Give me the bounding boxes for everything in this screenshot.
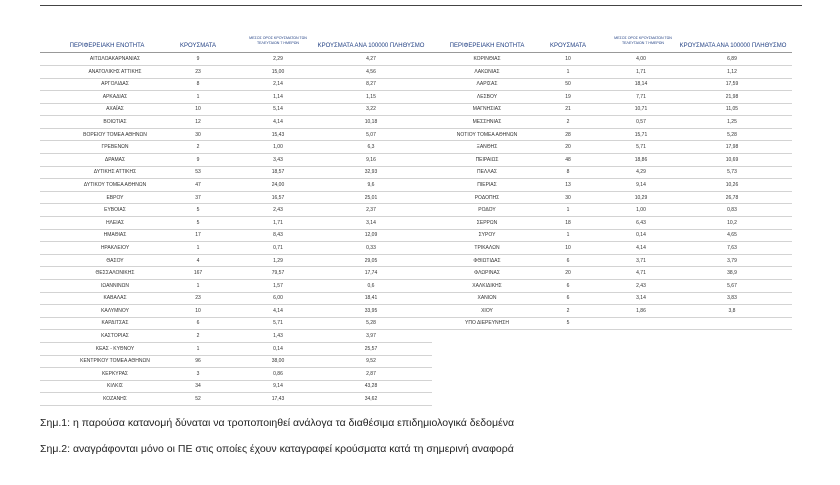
cell-region: ΘΑΣΟΥ	[106, 257, 124, 264]
cell-region: ΚΕΝΤΡΙΚΟΥ ΤΟΜΕΑ ΑΘΗΝΩΝ	[80, 358, 150, 365]
table-row	[40, 280, 432, 293]
table-row	[40, 66, 432, 79]
cell-cases: 17	[195, 232, 201, 239]
cell-avg: 1,43	[273, 333, 283, 340]
table-row	[40, 355, 432, 368]
cell-cases: 1	[566, 232, 570, 239]
cell-per100k: 21,98	[725, 93, 739, 100]
cell-avg: 16,57	[271, 194, 285, 201]
cell-region: ΑΙΤΩΛΟΑΚΑΡΝΑΝΙΑΣ	[89, 56, 141, 62]
cell-avg: 15,71	[634, 131, 648, 138]
cell-per100k: 5,28	[366, 320, 376, 327]
table-row	[40, 129, 432, 142]
cell-avg: 2,43	[273, 207, 283, 214]
table-row	[432, 242, 792, 255]
cell-avg: 4,14	[636, 244, 646, 251]
cell-region: ΛΑΡΙΣΑΣ	[476, 81, 498, 88]
cell-per100k: 17,59	[725, 81, 739, 88]
cell-per100k: 1,15	[366, 93, 376, 100]
cell-region: ΗΡΑΚΛΕΙΟΥ	[100, 244, 130, 251]
table-row	[432, 179, 792, 192]
cell-cases: 30	[565, 194, 571, 201]
cell-region: ΥΠΟ ΔΙΕΡΕΥΝΗΣΗ	[465, 320, 509, 327]
cell-per100k: 3,83	[727, 295, 737, 302]
cell-per100k: 25,57	[364, 345, 378, 352]
cell-cases: 1	[196, 282, 200, 289]
cell-avg: 6,43	[636, 219, 646, 226]
cell-region: ΕΥΒΟΙΑΣ	[104, 207, 126, 214]
cell-per100k: 2,37	[366, 207, 376, 214]
table-row	[432, 204, 792, 217]
cell-avg: 1,00	[636, 207, 646, 214]
cell-region: ΛΑΚΩΝΙΑΣ	[474, 68, 500, 75]
cell-avg: 4,00	[636, 56, 646, 62]
cell-region: ΚΑΣΤΟΡΙΑΣ	[101, 333, 129, 340]
table-row	[432, 78, 792, 91]
cell-avg: 1,57	[273, 282, 283, 289]
cell-region: ΚΙΛΚΙΣ	[107, 383, 123, 390]
cell-avg: 6,00	[273, 295, 283, 302]
cell-per100k: 33,95	[364, 307, 378, 314]
cell-per100k: 11,05	[725, 106, 739, 113]
cell-cases: 47	[195, 181, 201, 188]
cell-region: ΠΕΙΡΑΙΩΣ	[475, 156, 499, 163]
cell-cases: 12	[195, 118, 201, 125]
header-avg: ΜΕΣΟΣ ΟΡΟΣ ΚΡΟΥΣΜΑΤΩΝ ΤΩΝ ΤΕΛΕΥΤΑΙΩΝ 7 ΗΜΕΡΩΝ	[614, 36, 672, 45]
table-row	[432, 192, 792, 205]
cell-cases: 6	[566, 282, 570, 289]
cell-per100k: 3,22	[366, 106, 376, 113]
cell-avg: 0,14	[636, 232, 646, 239]
table-row	[40, 53, 432, 66]
cell-cases: 28	[565, 131, 571, 138]
table-row	[40, 242, 432, 255]
cell-avg: 1,71	[273, 219, 283, 226]
cell-avg: 24,00	[271, 181, 285, 188]
cell-avg: 4,71	[636, 270, 646, 277]
table-row	[40, 305, 432, 318]
cell-per100k: 9,6	[367, 181, 375, 188]
cell-cases: 96	[195, 358, 201, 365]
cell-cases: 2	[196, 333, 200, 340]
cell-region: ΚΟΡΙΝΘΙΑΣ	[473, 56, 501, 62]
cell-region: ΓΡΕΒΕΝΩΝ	[101, 144, 129, 151]
table-row	[432, 116, 792, 129]
cell-avg: 4,14	[273, 118, 283, 125]
cell-avg: 18,86	[634, 156, 648, 163]
table-header	[432, 36, 792, 53]
cell-region: ΚΕΑΣ - ΚΥΘΝΟΥ	[95, 345, 135, 352]
table-row	[40, 192, 432, 205]
cell-cases: 13	[565, 181, 571, 188]
cell-per100k: 5,07	[366, 131, 376, 138]
cell-per100k: 10,26	[725, 181, 739, 188]
cell-per100k: 5,28	[727, 131, 737, 138]
cell-per100k: 7,63	[727, 244, 737, 251]
cell-cases: 20	[565, 144, 571, 151]
cell-per100k: 5,73	[727, 169, 737, 176]
table-row	[432, 292, 792, 305]
cell-per100k: 0,83	[727, 207, 737, 214]
cell-region: ΣΕΡΡΩΝ	[476, 219, 498, 226]
table-row	[40, 217, 432, 230]
note-2: Σημ.2: αναγράφονται μόνο οι ΠΕ στις οποίες έχουν καταγραφεί κρούσματα κατά τη σημερινή αναφορά	[40, 443, 514, 455]
cell-region: ΚΑΛΥΜΝΟΥ	[101, 307, 129, 314]
cell-cases: 30	[195, 131, 201, 138]
table-row	[432, 129, 792, 142]
cell-per100k: 1,12	[727, 68, 737, 75]
cell-region: ΡΟΔΟΥ	[478, 207, 496, 214]
header-cases: ΚΡΟΥΣΜΑΤΑ	[550, 43, 586, 49]
cell-avg: 0,14	[273, 345, 283, 352]
cell-region: ΚΑΡΔΙΤΣΑΣ	[101, 320, 129, 327]
cell-per100k: 5,67	[727, 282, 737, 289]
header-region: ΠΕΡΙΦΕΡΕΙΑΚΗ ΕΝΟΤΗΤΑ	[449, 43, 525, 49]
cell-cases: 1	[566, 207, 570, 214]
cell-cases: 6	[566, 257, 570, 264]
table-row	[40, 116, 432, 129]
cell-avg: 0,71	[273, 244, 283, 251]
cell-cases: 8	[196, 81, 200, 88]
cell-per100k: 17,74	[364, 270, 378, 277]
table-row	[432, 166, 792, 179]
cell-cases: 53	[195, 169, 201, 176]
cell-cases: 5	[196, 207, 200, 214]
cell-per100k: 4,56	[366, 68, 376, 75]
cell-avg: 2,43	[636, 282, 646, 289]
table-row	[40, 154, 432, 167]
cell-avg: 1,86	[636, 307, 646, 314]
cell-region: ΝΟΤΙΟΥ ΤΟΜΕΑ ΑΘΗΝΩΝ	[456, 131, 518, 138]
table-row	[40, 317, 432, 330]
cell-avg: 1,14	[273, 93, 283, 100]
cell-per100k: 12,09	[364, 232, 378, 239]
cell-cases: 9	[196, 56, 200, 62]
cell-cases: 50	[565, 81, 571, 88]
cell-cases: 34	[195, 383, 201, 390]
cell-per100k: 1,25	[727, 118, 737, 125]
cell-avg: 2,29	[273, 56, 283, 62]
cell-region: ΜΕΣΣΗΝΙΑΣ	[472, 118, 502, 125]
table-row	[432, 305, 792, 318]
cell-region: ΤΡΙΚΑΛΩΝ	[474, 244, 500, 251]
cell-region: ΧΙΟΥ	[481, 307, 493, 314]
table-row	[40, 91, 432, 104]
cell-region: ΠΙΕΡΙΑΣ	[477, 181, 497, 188]
cell-per100k: 32,93	[364, 169, 378, 176]
table-row	[40, 179, 432, 192]
cell-avg: 79,57	[271, 270, 285, 277]
cell-avg: 9,14	[273, 383, 283, 390]
cell-cases: 5	[196, 219, 200, 226]
cell-region: ΜΑΓΝΗΣΙΑΣ	[472, 106, 502, 113]
table-row	[432, 317, 792, 330]
cell-per100k: 3,8	[728, 307, 736, 314]
table-row	[432, 141, 792, 154]
table-row	[40, 330, 432, 343]
cell-cases: 1	[566, 68, 570, 75]
table-row	[40, 343, 432, 356]
cell-region: ΚΑΒΑΛΑΣ	[103, 295, 127, 302]
cell-region: ΑΡΚΑΔΙΑΣ	[102, 93, 128, 100]
cell-per100k: 4,27	[366, 56, 376, 62]
cell-per100k: 26,78	[725, 194, 739, 201]
cell-cases: 19	[565, 93, 571, 100]
cell-region: ΚΟΖΑΝΗΣ	[103, 396, 127, 403]
cell-per100k: 25,01	[364, 194, 378, 201]
cell-avg: 1,29	[273, 257, 283, 264]
cell-cases: 52	[195, 396, 201, 403]
cell-per100k: 9,52	[366, 358, 376, 365]
cell-region: ΒΟΡΕΙΟΥ ΤΟΜΕΑ ΑΘΗΝΩΝ	[83, 131, 147, 138]
cell-per100k: 10,18	[364, 118, 378, 125]
cell-per100k: 34,62	[364, 396, 378, 403]
cell-per100k: 10,69	[725, 156, 739, 163]
cell-avg: 0,57	[636, 118, 646, 125]
cell-region: ΦΘΙΩΤΙΔΑΣ	[473, 257, 501, 264]
cell-avg: 8,43	[273, 232, 283, 239]
cell-cases: 2	[566, 118, 570, 125]
table-row	[40, 267, 432, 280]
cell-cases: 23	[195, 68, 201, 75]
cell-cases: 18	[565, 219, 571, 226]
cell-avg: 3,43	[273, 156, 283, 163]
cell-region: ΔΡΑΜΑΣ	[104, 156, 126, 163]
cell-avg: 3,71	[636, 257, 646, 264]
cell-cases: 167	[193, 270, 203, 277]
cell-avg: 7,71	[636, 93, 646, 100]
table-row	[432, 66, 792, 79]
cell-region: ΔΥΤΙΚΟΥ ΤΟΜΕΑ ΑΘΗΝΩΝ	[83, 181, 147, 188]
cell-avg: 1,71	[636, 68, 646, 75]
cell-cases: 1	[196, 93, 200, 100]
table-row	[40, 78, 432, 91]
cell-per100k: 38,9	[727, 270, 737, 277]
cell-cases: 10	[195, 307, 201, 314]
table-row	[432, 217, 792, 230]
cell-avg: 5,71	[273, 320, 283, 327]
cell-per100k: 10,2	[727, 219, 737, 226]
table-row	[40, 255, 432, 268]
cell-region: ΗΜΑΘΙΑΣ	[103, 232, 127, 239]
row-divider	[40, 405, 432, 406]
cell-cases: 6	[566, 295, 570, 302]
cell-per100k: 6,89	[727, 56, 737, 62]
cases-table-left	[40, 36, 432, 406]
cell-region: ΘΕΣΣΑΛΟΝΙΚΗΣ	[95, 270, 135, 277]
cell-per100k: 3,14	[366, 219, 376, 226]
cell-per100k: 2,87	[366, 370, 376, 377]
cell-region: ΑΝΑΤΟΛΙΚΗΣ ΑΤΤΙΚΗΣ	[88, 68, 142, 75]
cell-region: ΚΕΡΚΥΡΑΣ	[101, 370, 129, 377]
cell-cases: 5	[566, 320, 570, 327]
header-region: ΠΕΡΙΦΕΡΕΙΑΚΗ ΕΝΟΤΗΤΑ	[69, 43, 145, 49]
row-divider	[432, 329, 792, 330]
cell-cases: 6	[196, 320, 200, 327]
cell-region: ΦΛΩΡΙΝΑΣ	[474, 270, 500, 277]
cell-avg: 3,14	[636, 295, 646, 302]
table-row	[40, 229, 432, 242]
cell-per100k: 4,65	[727, 232, 737, 239]
cell-cases: 20	[565, 270, 571, 277]
table-body-left	[40, 53, 432, 406]
cell-per100k: 43,28	[364, 383, 378, 390]
cell-per100k: 3,79	[727, 257, 737, 264]
cell-cases: 9	[196, 156, 200, 163]
cell-avg: 0,86	[273, 370, 283, 377]
table-row	[40, 204, 432, 217]
cell-per100k: 0,6	[367, 282, 375, 289]
cell-avg: 2,14	[273, 81, 283, 88]
table-row	[40, 393, 432, 406]
cell-region: ΛΕΣΒΟΥ	[476, 93, 498, 100]
cell-avg: 15,43	[271, 131, 285, 138]
cell-per100k: 6,3	[367, 144, 375, 151]
cell-cases: 10	[565, 56, 571, 62]
cell-region: ΒΟΙΩΤΙΑΣ	[103, 118, 127, 125]
cell-avg: 5,14	[273, 106, 283, 113]
header-cases: ΚΡΟΥΣΜΑΤΑ	[180, 43, 216, 49]
cell-cases: 1	[196, 244, 200, 251]
cell-per100k: 3,97	[366, 333, 376, 340]
table-row	[432, 280, 792, 293]
cell-region: ΣΥΡΟΥ	[478, 232, 496, 239]
table-row	[432, 267, 792, 280]
cell-cases: 2	[196, 144, 200, 151]
cell-region: ΡΟΔΟΠΗΣ	[474, 194, 500, 201]
table-row	[432, 229, 792, 242]
cell-cases: 37	[195, 194, 201, 201]
cell-region: ΑΧΑΪΑΣ	[106, 106, 124, 113]
table-row	[432, 53, 792, 66]
header-per100k: ΚΡΟΥΣΜΑΤΑ ΑΝΑ 100000 ΠΛΗΘΥΣΜΟ	[317, 43, 425, 49]
cell-cases: 3	[196, 370, 200, 377]
cell-region: ΔΥΤΙΚΗΣ ΑΤΤΙΚΗΣ	[93, 169, 137, 176]
cases-table-right	[432, 36, 792, 330]
note-1: Σημ.1: η παρούσα κατανομή δύναται να τροποποιηθεί ανάλογα τα διαθέσιμα επιδημιολογικά δεδομένα	[40, 417, 515, 429]
cell-region: ΧΑΛΚΙΔΙΚΗΣ	[472, 282, 502, 289]
cell-avg: 18,57	[271, 169, 285, 176]
cell-avg: 10,71	[634, 106, 648, 113]
cell-cases: 21	[565, 106, 571, 113]
cell-cases: 10	[565, 244, 571, 251]
cell-cases: 23	[195, 295, 201, 302]
cell-cases: 48	[565, 156, 571, 163]
cell-avg: 4,14	[273, 307, 283, 314]
table-body-right	[432, 53, 792, 330]
top-border-line	[40, 5, 802, 6]
table-row	[40, 141, 432, 154]
cell-per100k: 0,33	[366, 244, 376, 251]
table-row	[40, 103, 432, 116]
header-per100k: ΚΡΟΥΣΜΑΤΑ ΑΝΑ 100000 ΠΛΗΘΥΣΜΟ	[679, 43, 787, 49]
cell-cases: 1	[196, 345, 200, 352]
cell-avg: 4,29	[636, 169, 646, 176]
cell-avg: 1,00	[273, 144, 283, 151]
table-row	[432, 91, 792, 104]
header-avg: ΜΕΣΟΣ ΟΡΟΣ ΚΡΟΥΣΜΑΤΩΝ ΤΩΝ ΤΕΛΕΥΤΑΙΩΝ 7 ΗΜΕΡΩΝ	[249, 36, 307, 45]
cell-region: ΧΑΝΙΩΝ	[477, 295, 497, 302]
cell-region: ΠΕΛΛΑΣ	[476, 169, 498, 176]
table-row	[40, 380, 432, 393]
cell-avg: 18,14	[634, 81, 648, 88]
cell-region: ΑΡΓΟΛΙΔΑΣ	[101, 81, 129, 88]
cell-cases: 4	[196, 257, 200, 264]
cell-per100k: 8,27	[366, 81, 376, 88]
cell-region: ΕΒΡΟΥ	[106, 194, 124, 201]
cell-per100k: 9,16	[366, 156, 376, 163]
cell-avg: 9,14	[636, 181, 646, 188]
cell-region: ΙΩΑΝΝΙΝΩΝ	[100, 282, 130, 289]
table-row	[432, 255, 792, 268]
cell-per100k: 17,98	[725, 144, 739, 151]
cell-cases: 8	[566, 169, 570, 176]
table-row	[432, 103, 792, 116]
cell-avg: 17,43	[271, 396, 285, 403]
cell-per100k: 18,41	[364, 295, 378, 302]
cell-avg: 15,00	[271, 68, 285, 75]
cell-avg: 10,29	[634, 194, 648, 201]
cell-cases: 2	[566, 307, 570, 314]
table-row	[40, 368, 432, 381]
table-row	[432, 154, 792, 167]
table-row	[40, 166, 432, 179]
cell-per100k: 29,05	[364, 257, 378, 264]
table-row	[40, 292, 432, 305]
cell-region: ΗΛΕΙΑΣ	[105, 219, 125, 226]
cell-region: ΞΑΝΘΗΣ	[476, 144, 498, 151]
cell-cases: 10	[195, 106, 201, 113]
cell-avg: 38,00	[271, 358, 285, 365]
table-header	[40, 36, 432, 53]
cell-avg: 5,71	[636, 144, 646, 151]
